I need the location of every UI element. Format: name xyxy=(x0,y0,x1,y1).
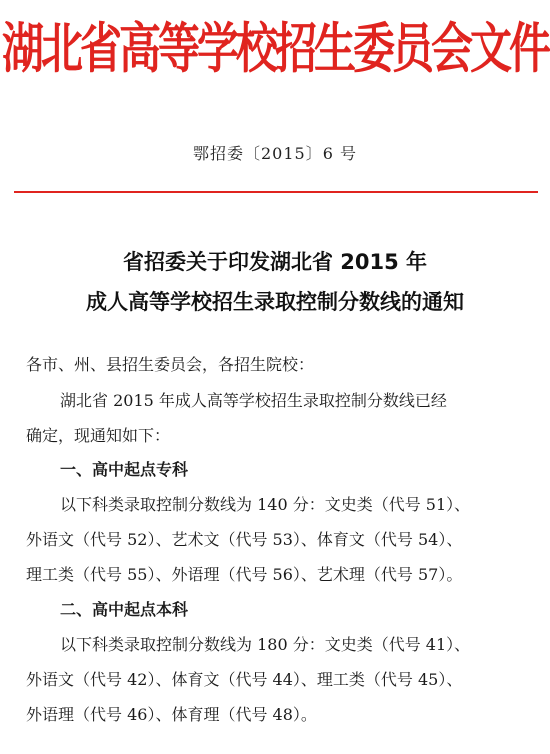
section-1-line-1: 以下科类录取控制分数线为 140 分：文史类（代号 51）、 xyxy=(60,495,471,514)
intro-line-2: 确定，现通知如下： xyxy=(26,426,171,445)
document-number: 鄂招委〔2015〕6 号 xyxy=(193,144,357,163)
notice-title-line-2: 成人高等学校招生录取控制分数线的通知 xyxy=(86,290,464,314)
section-1-heading: 一、高中起点专科 xyxy=(60,460,189,479)
section-1-line-3: 理工类（代号 55）、外语理（代号 56）、艺术理（代号 57）。 xyxy=(26,565,463,584)
section-2-line-1: 以下科类录取控制分数线为 180 分：文史类（代号 41）、 xyxy=(60,635,471,654)
section-2-line-2: 外语文（代号 42）、体育文（代号 44）、理工类（代号 45）、 xyxy=(26,670,463,689)
red-divider-line xyxy=(14,191,538,193)
section-1-line-2: 外语文（代号 52）、艺术文（代号 53）、体育文（代号 54）、 xyxy=(26,530,463,549)
intro-line-1: 湖北省 2015 年成人高等学校招生录取控制分数线已经 xyxy=(60,391,447,410)
salutation: 各市、州、县招生委员会，各招生院校： xyxy=(26,355,315,374)
section-2-line-3: 外语理（代号 46）、体育理（代号 48）。 xyxy=(26,705,317,724)
letterhead-title: 湖北省高等学校招生委员会文件 xyxy=(2,16,549,80)
section-2-heading: 二、高中起点本科 xyxy=(60,600,189,619)
notice-title-line-1: 省招委关于印发湖北省 2015 年 xyxy=(122,250,428,274)
